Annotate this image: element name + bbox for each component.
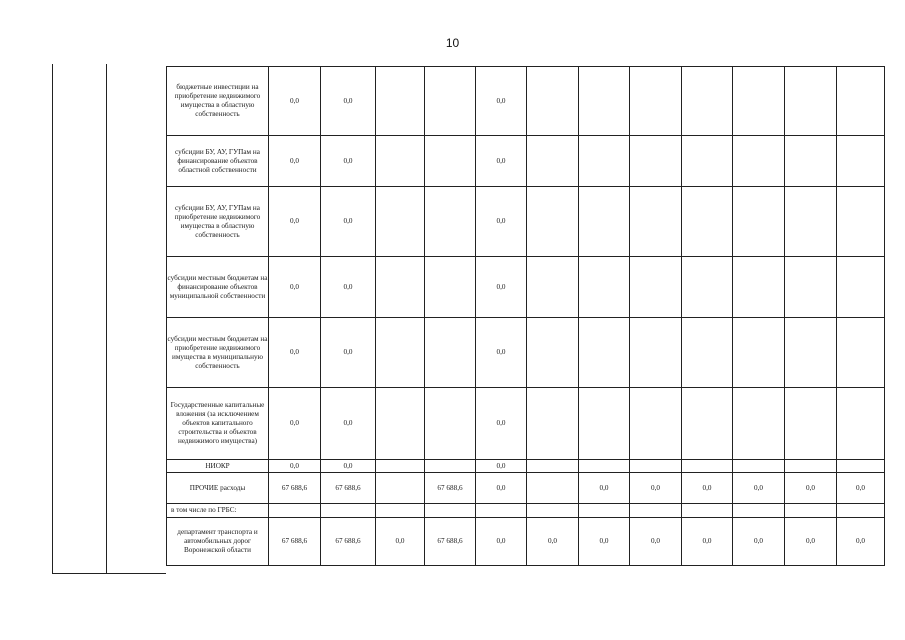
table-row (167, 504, 885, 518)
table-cell (837, 388, 885, 460)
row-label: субсидии БУ, АУ, ГУПам на приобретение недвижимого имущества в областную собственность (167, 187, 269, 257)
table-cell (837, 67, 885, 136)
row-label: бюджетные инвестиции на приобретение недвижимого имущества в областную собственность (167, 67, 269, 136)
table-cell: 0,0 (579, 473, 630, 504)
table-cell (425, 318, 476, 388)
table-row (167, 318, 885, 388)
table-cell: 0,0 (476, 518, 527, 566)
table-cell (376, 504, 425, 518)
table-cell (630, 504, 682, 518)
table-cell: 0,0 (682, 518, 733, 566)
table-cell (527, 67, 579, 136)
table-cell: 0,0 (269, 460, 321, 473)
table-cell (630, 318, 682, 388)
table-row (167, 67, 885, 136)
table-cell: 0,0 (269, 257, 321, 318)
table-cell (837, 136, 885, 187)
table-cell (579, 460, 630, 473)
table-cell: 0,0 (837, 473, 885, 504)
table-cell: 0,0 (682, 473, 733, 504)
table-cell (785, 257, 837, 318)
table-cell (630, 460, 682, 473)
table-cell: 0,0 (476, 388, 527, 460)
table-cell (733, 136, 785, 187)
row-label: ПРОЧИЕ расходы (167, 473, 269, 504)
table-cell: 0,0 (476, 257, 527, 318)
row-label: НИОКР (167, 460, 269, 473)
table-row (167, 136, 885, 187)
table-cell (733, 67, 785, 136)
table-cell (376, 257, 425, 318)
table-cell (630, 187, 682, 257)
table-cell (785, 504, 837, 518)
row-label: субсидии местным бюджетам на приобретение недвижимого имущества в муниципальную собственность (167, 318, 269, 388)
table-cell (527, 187, 579, 257)
table-cell: 0,0 (321, 318, 376, 388)
table-cell (579, 187, 630, 257)
table-row (167, 388, 885, 460)
table-cell (837, 257, 885, 318)
outer-bottom-border (52, 573, 166, 574)
table-cell (425, 257, 476, 318)
table-cell: 0,0 (785, 518, 837, 566)
table-cell: 0,0 (321, 388, 376, 460)
table-cell: 0,0 (269, 187, 321, 257)
row-label: в том числе по ГРБС: (167, 504, 269, 518)
table-cell (527, 388, 579, 460)
table-cell (579, 257, 630, 318)
table-cell (579, 388, 630, 460)
table-cell (682, 67, 733, 136)
table-cell (733, 388, 785, 460)
row-label: департамент транспорта и автомобильных дорог Воронежской области (167, 518, 269, 566)
table-cell: 0,0 (321, 136, 376, 187)
table-cell (527, 257, 579, 318)
table-cell: 67 688,6 (269, 518, 321, 566)
table-cell: 0,0 (321, 187, 376, 257)
row-label: субсидии местным бюджетам на финансирование объектов муниципальной собственности (167, 257, 269, 318)
table-cell (425, 136, 476, 187)
table-cell: 0,0 (476, 318, 527, 388)
table-cell (425, 67, 476, 136)
table-cell (785, 136, 837, 187)
table-cell (630, 388, 682, 460)
table-cell (425, 388, 476, 460)
table-cell (321, 504, 376, 518)
table-cell (579, 67, 630, 136)
table-cell: 0,0 (579, 518, 630, 566)
table-row (167, 460, 885, 473)
table-cell (785, 460, 837, 473)
table-row (167, 518, 885, 566)
table-cell (376, 473, 425, 504)
table-cell: 67 688,6 (269, 473, 321, 504)
table-cell: 0,0 (733, 473, 785, 504)
outer-left-columns (52, 64, 166, 574)
table-cell: 67 688,6 (321, 473, 376, 504)
table-cell: 0,0 (376, 518, 425, 566)
table-cell: 0,0 (321, 67, 376, 136)
table-row (167, 257, 885, 318)
table-cell (837, 460, 885, 473)
table-cell (733, 460, 785, 473)
table-cell (837, 318, 885, 388)
table-cell (376, 136, 425, 187)
table-cell: 0,0 (837, 518, 885, 566)
table-cell (630, 136, 682, 187)
page-number: 10 (445, 36, 460, 50)
table-cell (527, 504, 579, 518)
table-cell: 0,0 (269, 388, 321, 460)
table-cell (682, 504, 733, 518)
outer-left-border (52, 64, 53, 574)
table-cell: 0,0 (269, 136, 321, 187)
table-cell (785, 388, 837, 460)
table-cell (527, 318, 579, 388)
table-cell (527, 136, 579, 187)
table-cell: 0,0 (321, 460, 376, 473)
row-label: субсидии БУ, АУ, ГУПам на финансирование объектов областной собственности (167, 136, 269, 187)
table-cell (376, 388, 425, 460)
table-cell (682, 318, 733, 388)
table-cell: 0,0 (476, 460, 527, 473)
table-cell: 0,0 (630, 473, 682, 504)
table-row (167, 187, 885, 257)
table-cell (269, 504, 321, 518)
table-cell: 67 688,6 (425, 518, 476, 566)
table-cell (425, 460, 476, 473)
table-cell (837, 504, 885, 518)
table-cell (527, 473, 579, 504)
table-cell (376, 318, 425, 388)
row-label: Государственные капитальные вложения (за исключением объектов капитального строительства и объектов недвижимого имущества) (167, 388, 269, 460)
table-cell (476, 504, 527, 518)
table-row (167, 473, 885, 504)
table-cell (682, 136, 733, 187)
table-cell (682, 257, 733, 318)
table-cell: 67 688,6 (321, 518, 376, 566)
table-cell (579, 136, 630, 187)
table-cell (579, 318, 630, 388)
table-cell (425, 504, 476, 518)
table-cell (733, 504, 785, 518)
table-cell: 0,0 (269, 67, 321, 136)
table-cell (785, 318, 837, 388)
table-cell: 0,0 (785, 473, 837, 504)
table-cell: 0,0 (527, 518, 579, 566)
table-cell (733, 257, 785, 318)
table-cell (630, 67, 682, 136)
table-cell (376, 460, 425, 473)
table-cell (682, 388, 733, 460)
table-cell (682, 460, 733, 473)
table-cell: 0,0 (321, 257, 376, 318)
table-cell (785, 187, 837, 257)
table-cell: 0,0 (630, 518, 682, 566)
table-cell (527, 460, 579, 473)
table-cell (376, 67, 425, 136)
table-cell (682, 187, 733, 257)
table-cell (630, 257, 682, 318)
table-cell: 0,0 (476, 67, 527, 136)
table-cell (579, 504, 630, 518)
table-cell: 0,0 (269, 318, 321, 388)
table-cell: 0,0 (476, 136, 527, 187)
table-cell (785, 67, 837, 136)
table-cell (733, 187, 785, 257)
table-cell: 0,0 (476, 473, 527, 504)
outer-column-divider (106, 64, 107, 574)
table-cell (837, 187, 885, 257)
table-cell: 67 688,6 (425, 473, 476, 504)
budget-table (166, 66, 885, 566)
table-cell (425, 187, 476, 257)
table-cell: 0,0 (476, 187, 527, 257)
table-cell (733, 318, 785, 388)
table-cell (376, 187, 425, 257)
table-cell: 0,0 (733, 518, 785, 566)
